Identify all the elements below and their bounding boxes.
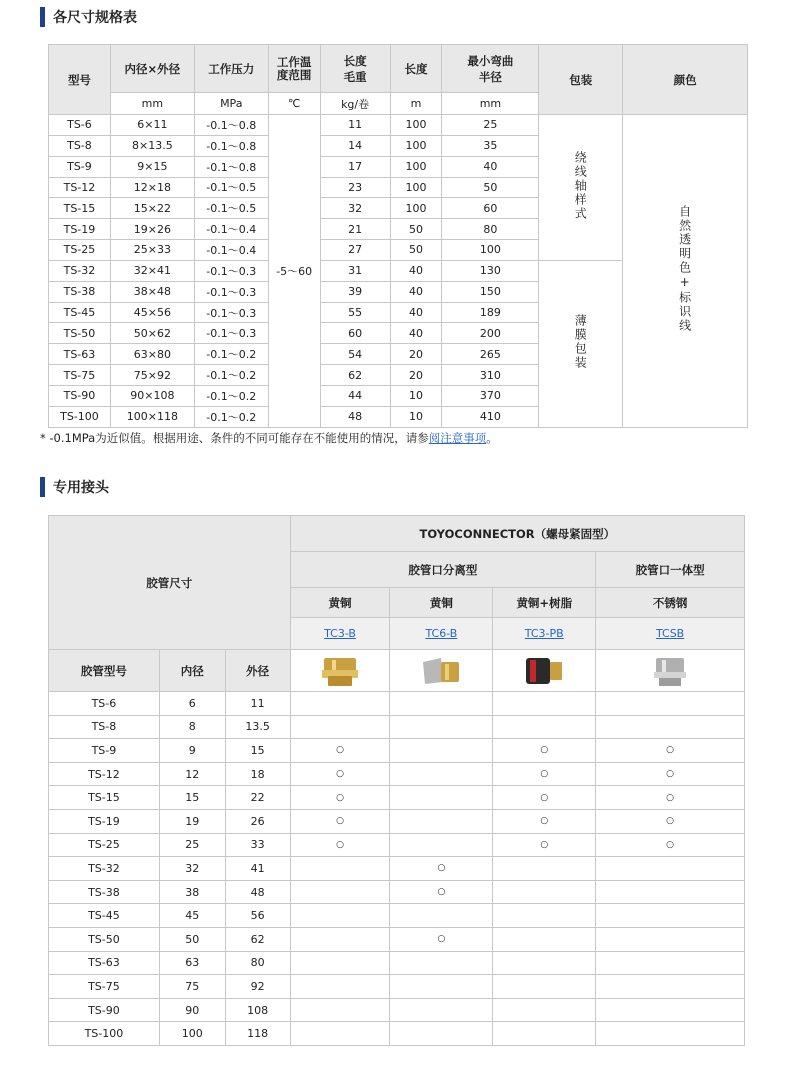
cell-dims: 75×92 xyxy=(110,365,194,386)
cell-empty xyxy=(290,715,390,739)
cell-empty xyxy=(390,951,493,975)
cell-inner: 63 xyxy=(159,951,225,975)
spec-row xyxy=(49,115,748,136)
cell-empty xyxy=(290,857,390,881)
cell-packaging xyxy=(539,260,623,427)
cell-pressure: -0.1～0.5 xyxy=(194,177,268,198)
cell-empty xyxy=(390,998,493,1022)
product-image-cell xyxy=(290,650,390,692)
spec-note: * -0.1MPa为近似值。根据用途、条件的不同可能存在不能使用的情况，请参阅注意事项。 xyxy=(40,431,498,445)
cell-outer: 48 xyxy=(225,880,290,904)
fitting-row xyxy=(49,1022,745,1046)
cell-hose-model: TS-19 xyxy=(49,809,160,833)
cell-empty xyxy=(390,1022,493,1046)
cell-model: TS-9 xyxy=(49,156,111,177)
cell-packaging xyxy=(539,115,623,261)
compatible-mark: ○ xyxy=(390,927,493,951)
model-link-tcsb[interactable]: TCSB xyxy=(655,627,685,640)
section-marker xyxy=(40,477,45,497)
cell-bend: 410 xyxy=(442,406,539,427)
cell-length: 50 xyxy=(390,219,442,240)
cell-hose-model: TS-8 xyxy=(49,715,160,739)
compatible-mark: ○ xyxy=(493,739,596,763)
cell-outer: 41 xyxy=(225,857,290,881)
cell-pressure: -0.1～0.8 xyxy=(194,115,268,136)
fitting-row xyxy=(49,833,745,857)
brass-chrome-fitting-image xyxy=(419,654,463,688)
cell-hose-model: TS-12 xyxy=(49,762,160,786)
packaging-text: 薄膜包装 xyxy=(573,314,588,371)
compatible-mark: ○ xyxy=(596,833,745,857)
cell-pressure: -0.1～0.3 xyxy=(194,323,268,344)
fitting-row xyxy=(49,692,745,716)
fitting-row xyxy=(49,998,745,1022)
model-link-tc3-b[interactable]: TC3-B xyxy=(324,627,356,640)
cell-empty xyxy=(493,692,596,716)
unit-cell: mm xyxy=(110,93,194,115)
fitting-row xyxy=(49,927,745,951)
spec-title-text: 各尺寸规格表 xyxy=(53,10,137,26)
color-text: 自然透明色+标识线 xyxy=(677,205,692,334)
compatible-mark: ○ xyxy=(493,809,596,833)
hdr-material: 黄铜 xyxy=(290,588,390,618)
cell-outer: 80 xyxy=(225,951,290,975)
cell-model: TS-15 xyxy=(49,198,111,219)
cell-model: TS-32 xyxy=(49,260,111,281)
hdr-pressure: 工作压力 xyxy=(194,45,268,93)
cell-model: TS-63 xyxy=(49,344,111,365)
compatible-mark: ○ xyxy=(596,739,745,763)
cell-inner: 75 xyxy=(159,975,225,999)
cell-empty xyxy=(596,998,745,1022)
fitting-row xyxy=(49,762,745,786)
cell-dims: 50×62 xyxy=(110,323,194,344)
compatible-mark: ○ xyxy=(390,857,493,881)
cell-dims: 90×108 xyxy=(110,385,194,406)
fitting-row xyxy=(49,715,745,739)
cell-empty xyxy=(493,975,596,999)
precautions-link[interactable]: 阅注意事项 xyxy=(428,431,487,445)
hdr-packaging: 包装 xyxy=(539,45,623,115)
cell-empty xyxy=(596,692,745,716)
cell-dims: 9×15 xyxy=(110,156,194,177)
compatible-mark: ○ xyxy=(290,739,390,763)
model-cell xyxy=(493,618,596,650)
cell-hose-model: TS-25 xyxy=(49,833,160,857)
cell-empty xyxy=(493,715,596,739)
cell-hose-model: TS-75 xyxy=(49,975,160,999)
fitting-row xyxy=(49,809,745,833)
cell-empty xyxy=(596,951,745,975)
spec-table xyxy=(48,44,748,428)
cell-weight: 14 xyxy=(320,135,390,156)
fittings-section-title xyxy=(40,476,109,498)
cell-empty xyxy=(493,857,596,881)
model-cell xyxy=(390,618,493,650)
cell-inner: 15 xyxy=(159,786,225,810)
cell-weight: 21 xyxy=(320,219,390,240)
unit-cell: kg/卷 xyxy=(320,93,390,115)
cell-hose-model: TS-15 xyxy=(49,786,160,810)
cell-weight: 17 xyxy=(320,156,390,177)
cell-inner: 6 xyxy=(159,692,225,716)
compatible-mark: ○ xyxy=(493,762,596,786)
cell-weight: 23 xyxy=(320,177,390,198)
cell-hose-model: TS-63 xyxy=(49,951,160,975)
note-text: * -0.1MPa为近似值。根据用途、条件的不同可能存在不能使用的情况，请参 xyxy=(40,431,429,445)
cell-model: TS-38 xyxy=(49,281,111,302)
cell-pressure: -0.1～0.8 xyxy=(194,156,268,177)
cell-empty xyxy=(390,809,493,833)
cell-model: TS-90 xyxy=(49,385,111,406)
fittings-title-text: 专用接头 xyxy=(53,480,109,496)
cell-model: TS-19 xyxy=(49,219,111,240)
cell-bend: 370 xyxy=(442,385,539,406)
cell-empty xyxy=(390,739,493,763)
cell-weight: 44 xyxy=(320,385,390,406)
hdr-material: 不锈钢 xyxy=(596,588,745,618)
cell-empty xyxy=(290,975,390,999)
cell-dims: 6×11 xyxy=(110,115,194,136)
cell-model: TS-45 xyxy=(49,302,111,323)
compatible-mark: ○ xyxy=(493,833,596,857)
model-link-tc3-pb[interactable]: TC3-PB xyxy=(524,627,564,640)
cell-dims: 63×80 xyxy=(110,344,194,365)
cell-dims: 8×13.5 xyxy=(110,135,194,156)
cell-model: TS-6 xyxy=(49,115,111,136)
cell-length: 100 xyxy=(390,198,442,219)
cell-pressure: -0.1～0.3 xyxy=(194,260,268,281)
fitting-row xyxy=(49,951,745,975)
cell-dims: 45×56 xyxy=(110,302,194,323)
compatible-mark: ○ xyxy=(596,762,745,786)
cell-pressure: -0.1～0.3 xyxy=(194,302,268,323)
cell-empty xyxy=(493,880,596,904)
cell-empty xyxy=(390,692,493,716)
model-link-tc6-b[interactable]: TC6-B xyxy=(425,627,458,640)
cell-weight: 60 xyxy=(320,323,390,344)
fitting-row xyxy=(49,857,745,881)
hdr-separate-type: 胶管口分离型 xyxy=(290,552,596,588)
cell-pressure: -0.1～0.2 xyxy=(194,385,268,406)
cell-empty xyxy=(390,786,493,810)
packaging-text: 绕线轴样式 xyxy=(573,150,588,221)
cell-empty xyxy=(290,692,390,716)
cell-hose-model: TS-100 xyxy=(49,1022,160,1046)
cell-length: 100 xyxy=(390,177,442,198)
cell-weight: 32 xyxy=(320,198,390,219)
unit-cell: mm xyxy=(442,93,539,115)
cell-bend: 200 xyxy=(442,323,539,344)
cell-length: 20 xyxy=(390,365,442,386)
fitting-row xyxy=(49,904,745,928)
cell-pressure: -0.1～0.2 xyxy=(194,344,268,365)
cell-empty xyxy=(493,998,596,1022)
compatible-mark: ○ xyxy=(290,786,390,810)
cell-bend: 100 xyxy=(442,240,539,261)
stainless-fitting-image xyxy=(648,654,692,688)
hdr-dims: 内径×外径 xyxy=(110,45,194,93)
cell-dims: 38×48 xyxy=(110,281,194,302)
hdr-outer: 外径 xyxy=(225,650,290,692)
cell-inner: 32 xyxy=(159,857,225,881)
unit-cell: MPa xyxy=(194,93,268,115)
cell-inner: 45 xyxy=(159,904,225,928)
cell-inner: 90 xyxy=(159,998,225,1022)
hdr-hose-model: 胶管型号 xyxy=(49,650,160,692)
cell-model: TS-50 xyxy=(49,323,111,344)
model-cell xyxy=(290,618,390,650)
cell-length: 100 xyxy=(390,115,442,136)
cell-length: 40 xyxy=(390,323,442,344)
cell-pressure: -0.1～0.3 xyxy=(194,281,268,302)
hdr-bend: 最小弯曲半径 xyxy=(442,45,539,93)
cell-bend: 150 xyxy=(442,281,539,302)
cell-outer: 62 xyxy=(225,927,290,951)
cell-outer: 118 xyxy=(225,1022,290,1046)
cell-empty xyxy=(596,927,745,951)
compatible-mark: ○ xyxy=(290,762,390,786)
cell-length: 10 xyxy=(390,406,442,427)
fitting-row xyxy=(49,786,745,810)
cell-bend: 189 xyxy=(442,302,539,323)
cell-hose-model: TS-50 xyxy=(49,927,160,951)
hdr-inner: 内径 xyxy=(159,650,225,692)
cell-length: 40 xyxy=(390,260,442,281)
hdr-temp: 工作温度范围 xyxy=(268,45,320,93)
fitting-row xyxy=(49,880,745,904)
fittings-table xyxy=(48,515,745,1046)
cell-inner: 12 xyxy=(159,762,225,786)
cell-weight: 31 xyxy=(320,260,390,281)
cell-bend: 80 xyxy=(442,219,539,240)
cell-pressure: -0.1～0.5 xyxy=(194,198,268,219)
cell-empty xyxy=(290,880,390,904)
cell-empty xyxy=(596,904,745,928)
cell-hose-model: TS-38 xyxy=(49,880,160,904)
hdr-model: 型号 xyxy=(49,45,111,115)
unit-cell: m xyxy=(390,93,442,115)
section-marker xyxy=(40,7,45,27)
cell-inner: 8 xyxy=(159,715,225,739)
cell-empty xyxy=(596,880,745,904)
cell-weight: 55 xyxy=(320,302,390,323)
cell-empty xyxy=(390,833,493,857)
cell-dims: 32×41 xyxy=(110,260,194,281)
cell-bend: 130 xyxy=(442,260,539,281)
cell-dims: 15×22 xyxy=(110,198,194,219)
cell-length: 40 xyxy=(390,281,442,302)
cell-weight: 54 xyxy=(320,344,390,365)
cell-model: TS-12 xyxy=(49,177,111,198)
cell-temp-range: -5～60 xyxy=(268,115,320,428)
cell-empty xyxy=(596,715,745,739)
cell-weight: 27 xyxy=(320,240,390,261)
cell-bend: 40 xyxy=(442,156,539,177)
cell-weight: 11 xyxy=(320,115,390,136)
cell-outer: 92 xyxy=(225,975,290,999)
cell-color xyxy=(623,115,748,428)
hdr-material: 黄铜+树脂 xyxy=(493,588,596,618)
cell-dims: 12×18 xyxy=(110,177,194,198)
cell-hose-model: TS-90 xyxy=(49,998,160,1022)
cell-bend: 50 xyxy=(442,177,539,198)
cell-weight: 39 xyxy=(320,281,390,302)
cell-model: TS-100 xyxy=(49,406,111,427)
product-image-cell xyxy=(390,650,493,692)
cell-empty xyxy=(596,857,745,881)
cell-empty xyxy=(390,762,493,786)
cell-outer: 56 xyxy=(225,904,290,928)
cell-outer: 108 xyxy=(225,998,290,1022)
cell-pressure: -0.1～0.2 xyxy=(194,406,268,427)
cell-outer: 15 xyxy=(225,739,290,763)
cell-empty xyxy=(290,904,390,928)
hdr-weight: 长度毛重 xyxy=(320,45,390,93)
cell-inner: 25 xyxy=(159,833,225,857)
cell-hose-model: TS-45 xyxy=(49,904,160,928)
cell-empty xyxy=(290,998,390,1022)
cell-outer: 26 xyxy=(225,809,290,833)
fitting-row xyxy=(49,739,745,763)
cell-length: 10 xyxy=(390,385,442,406)
cell-empty xyxy=(493,927,596,951)
cell-pressure: -0.1～0.2 xyxy=(194,365,268,386)
cell-length: 50 xyxy=(390,240,442,261)
cell-length: 20 xyxy=(390,344,442,365)
cell-hose-model: TS-9 xyxy=(49,739,160,763)
compatible-mark: ○ xyxy=(390,880,493,904)
hdr-length: 长度 xyxy=(390,45,442,93)
cell-dims: 100×118 xyxy=(110,406,194,427)
cell-empty xyxy=(596,975,745,999)
cell-empty xyxy=(290,1022,390,1046)
cell-outer: 11 xyxy=(225,692,290,716)
cell-empty xyxy=(493,1022,596,1046)
resin-fitting-image xyxy=(522,654,566,688)
hdr-color: 颜色 xyxy=(623,45,748,115)
cell-hose-model: TS-32 xyxy=(49,857,160,881)
cell-bend: 35 xyxy=(442,135,539,156)
cell-dims: 25×33 xyxy=(110,240,194,261)
cell-empty xyxy=(493,904,596,928)
cell-inner: 9 xyxy=(159,739,225,763)
cell-outer: 33 xyxy=(225,833,290,857)
compatible-mark: ○ xyxy=(290,833,390,857)
cell-empty xyxy=(493,951,596,975)
cell-pressure: -0.1～0.4 xyxy=(194,219,268,240)
hdr-material: 黄铜 xyxy=(390,588,493,618)
spec-section-title xyxy=(40,6,137,28)
compatible-mark: ○ xyxy=(493,786,596,810)
compatible-mark: ○ xyxy=(596,786,745,810)
cell-empty xyxy=(290,951,390,975)
cell-hose-model: TS-6 xyxy=(49,692,160,716)
unit-cell: ℃ xyxy=(268,93,320,115)
cell-model: TS-8 xyxy=(49,135,111,156)
cell-inner: 50 xyxy=(159,927,225,951)
cell-model: TS-25 xyxy=(49,240,111,261)
cell-inner: 19 xyxy=(159,809,225,833)
cell-empty xyxy=(390,904,493,928)
cell-pressure: -0.1～0.4 xyxy=(194,240,268,261)
cell-bend: 25 xyxy=(442,115,539,136)
brass-fitting-image xyxy=(318,654,362,688)
cell-pressure: -0.1～0.8 xyxy=(194,135,268,156)
cell-inner: 100 xyxy=(159,1022,225,1046)
product-image-cell xyxy=(596,650,745,692)
cell-empty xyxy=(390,715,493,739)
cell-empty xyxy=(290,927,390,951)
cell-model: TS-75 xyxy=(49,365,111,386)
model-cell xyxy=(596,618,745,650)
compatible-mark: ○ xyxy=(596,809,745,833)
cell-outer: 13.5 xyxy=(225,715,290,739)
cell-outer: 18 xyxy=(225,762,290,786)
cell-dims: 19×26 xyxy=(110,219,194,240)
cell-inner: 38 xyxy=(159,880,225,904)
fitting-row xyxy=(49,975,745,999)
hdr-integrated-type: 胶管口一体型 xyxy=(596,552,745,588)
cell-outer: 22 xyxy=(225,786,290,810)
hdr-hose-size: 胶管尺寸 xyxy=(49,516,291,650)
cell-empty xyxy=(596,1022,745,1046)
cell-bend: 265 xyxy=(442,344,539,365)
cell-weight: 62 xyxy=(320,365,390,386)
cell-length: 40 xyxy=(390,302,442,323)
cell-length: 100 xyxy=(390,135,442,156)
compatible-mark: ○ xyxy=(290,809,390,833)
hdr-connector: TOYOCONNECTOR（螺母紧固型） xyxy=(290,516,744,552)
cell-weight: 48 xyxy=(320,406,390,427)
product-image-cell xyxy=(493,650,596,692)
cell-bend: 310 xyxy=(442,365,539,386)
cell-empty xyxy=(390,975,493,999)
cell-bend: 60 xyxy=(442,198,539,219)
cell-length: 100 xyxy=(390,156,442,177)
